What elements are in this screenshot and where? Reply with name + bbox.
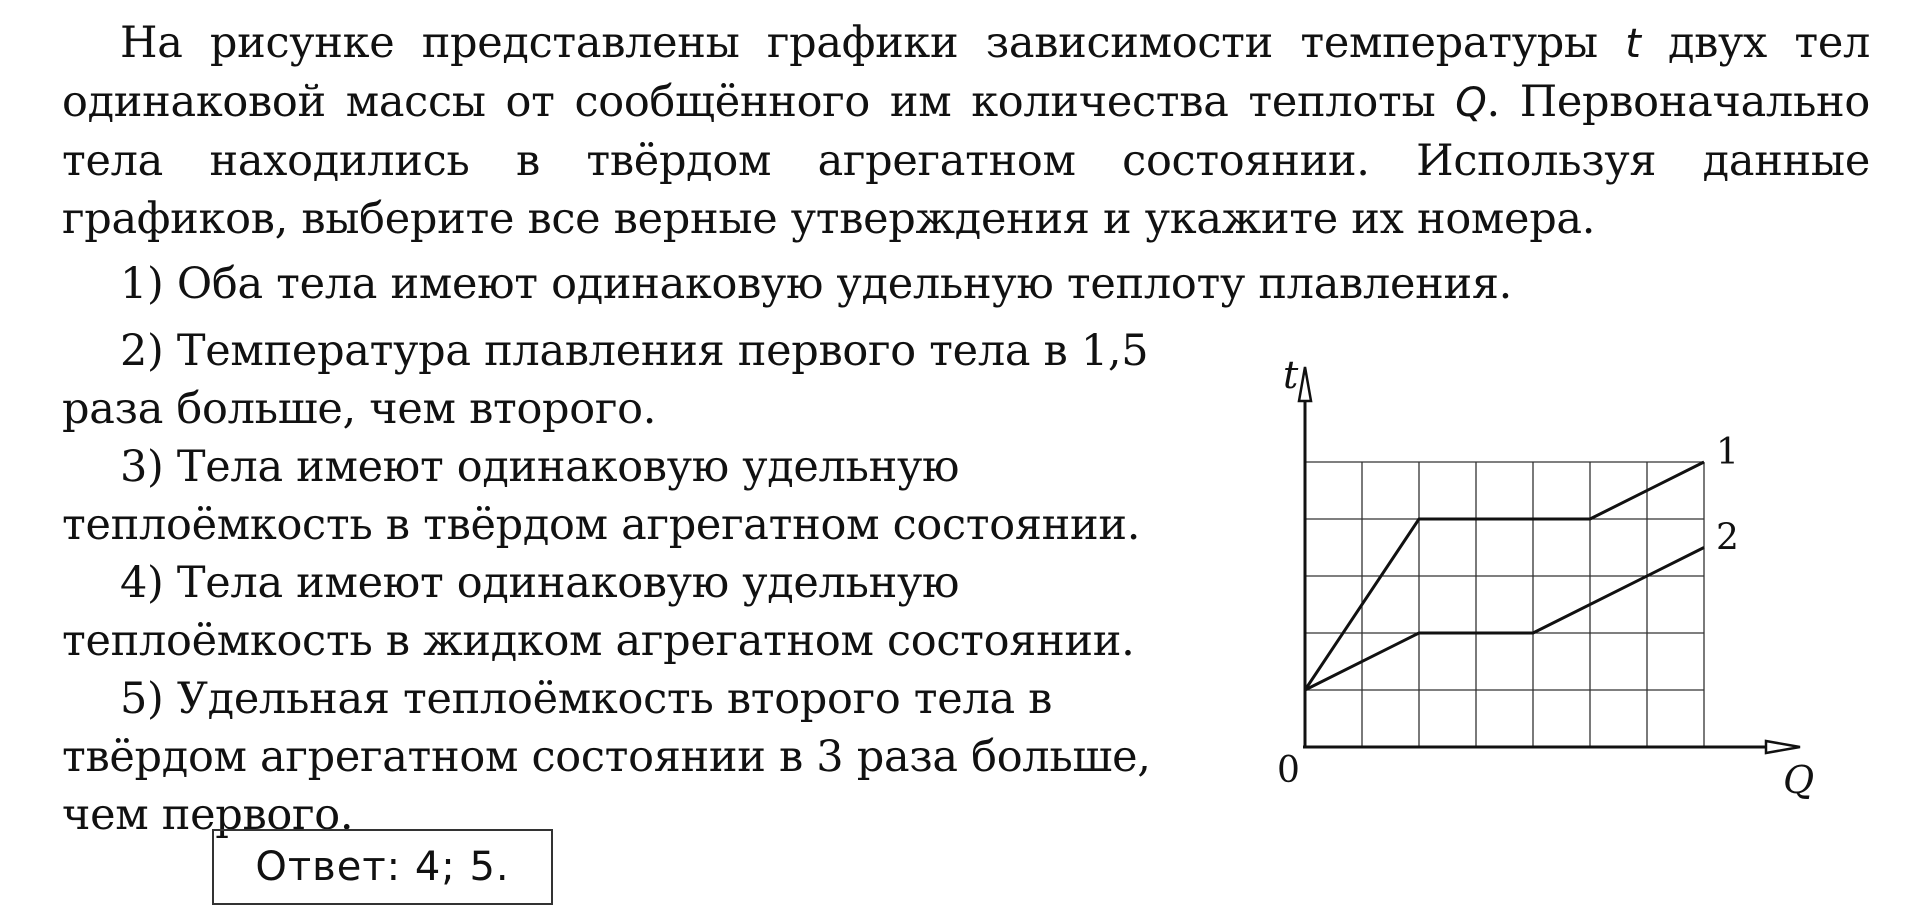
x-axis-label: Q — [1783, 758, 1815, 802]
axes — [1299, 367, 1800, 753]
problem-text-part-3: . Первоначально тела находились в твёрдом агрегатном состоянии. Используя данные графиков, выберите все верные утверждения и укажите их номера. — [62, 77, 1871, 244]
series-line-2 — [1305, 548, 1704, 691]
option-2: 2) Температура плавления первого тела в 1,5 раза больше, чем второго. — [62, 326, 1149, 434]
temperature-variable: t — [1625, 21, 1641, 67]
series-2-label: 2 — [1716, 517, 1739, 559]
option-1: 1) Оба тела имеют одинаковую удельную теплоту плавления. — [120, 259, 1513, 309]
series-1-label: 1 — [1716, 432, 1739, 473]
option-4: 4) Тела имеют одинаковую удельную теплоёмкость в жидком агрегатном состоянии. — [62, 558, 1135, 666]
x-axis-arrow — [1766, 741, 1800, 753]
graph-grid — [1305, 462, 1704, 747]
answer-box: Ответ: 4; 5. — [212, 829, 553, 905]
y-axis-label: t — [1283, 353, 1299, 397]
option-3: 3) Тела имеют одинаковую удельную теплоёмкость в твёрдом агрегатном состоянии. — [62, 442, 1141, 550]
heat-variable: Q — [1455, 80, 1487, 126]
temperature-heat-graph — [1245, 345, 1830, 805]
origin-label: 0 — [1277, 750, 1300, 791]
y-axis-arrow — [1299, 367, 1311, 401]
problem-text-part-2: двух тел одинаковой массы от сообщённого им количества теплоты — [62, 18, 1870, 127]
problem-text-part-1: На рисунке представлены графики зависимости температуры — [120, 18, 1626, 68]
option-5: 5) Удельная теплоёмкость второго тела в твёрдом агрегатном состоянии в 3 раза больше, чем первого. — [62, 674, 1151, 840]
problem-statement — [62, 14, 1870, 248]
